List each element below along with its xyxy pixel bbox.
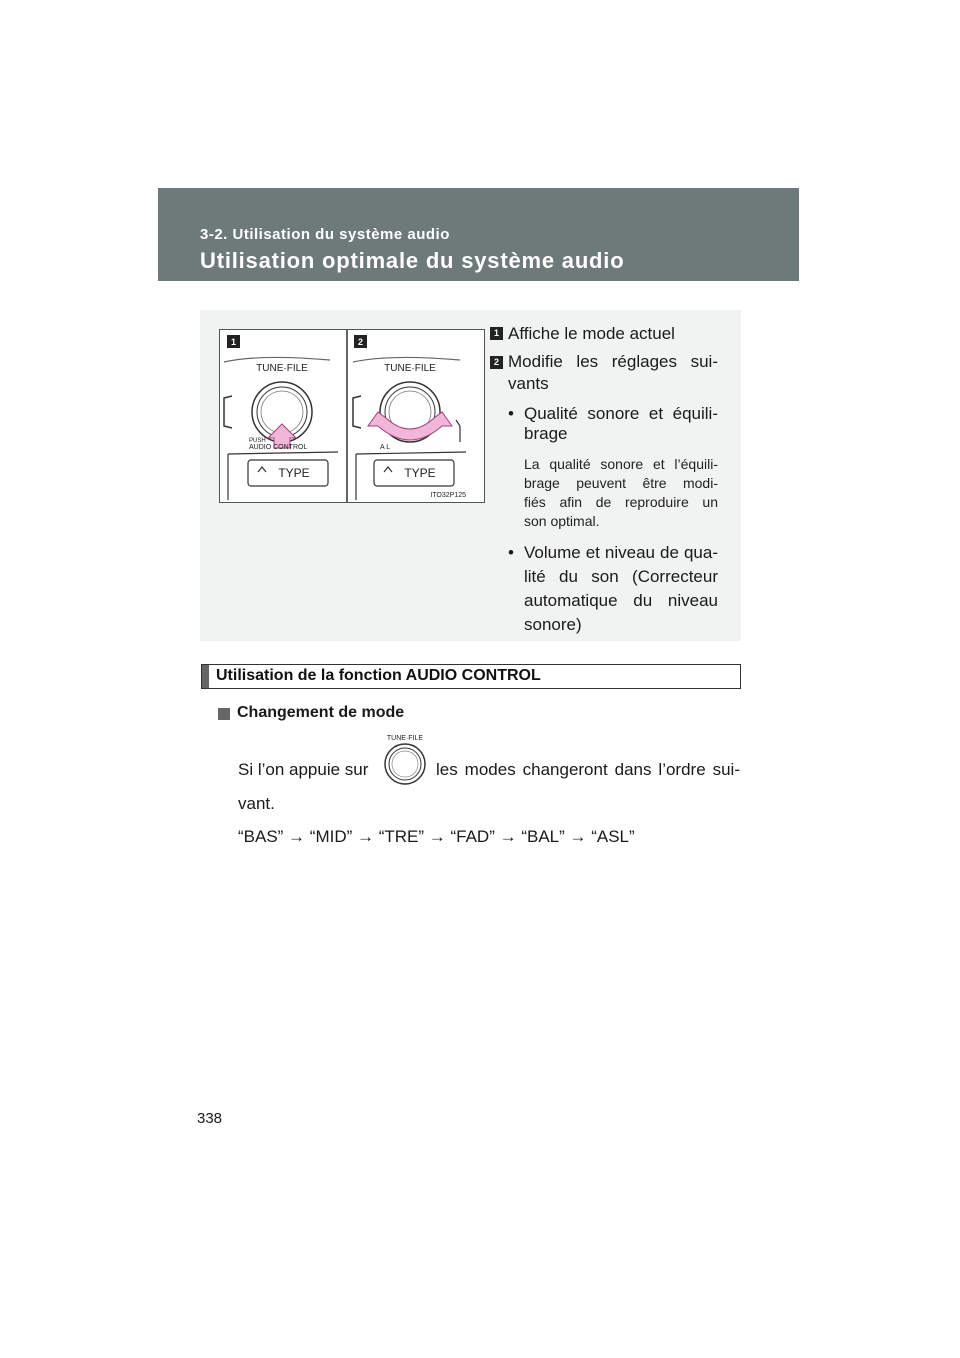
inline-knob-label: TUNE·FILE [386,735,424,742]
badge-2-text: 2 [357,337,364,347]
inline-knob-icon [380,731,430,787]
audio-control-label: AUDIO CONTROL [249,444,308,451]
note-line-4: son optimal. [524,513,600,529]
text-before-knob: Si l’on appuie sur [238,760,369,779]
text-line-2: vant. [238,794,275,813]
subsection-bar [202,665,209,688]
item-2-line-1: Modifie les réglages sui- [508,352,718,371]
item-2-badge: 2 [490,356,503,369]
bullet-1-mark: • [508,404,514,423]
item-1-text: Affiche le mode actuel [508,324,675,343]
subsection-header [201,664,741,689]
control-illustration [219,329,485,503]
section-header [158,188,799,281]
bullet-2-mark: • [508,543,514,562]
audio-control-label-2: A L [380,444,391,451]
mode-change-heading: Changement de mode [237,704,405,721]
note-line-2: brage peuvent être modi- [524,475,718,491]
page-number: 338 [197,1110,223,1127]
bullet-1-line-2: brage [524,424,568,443]
mode-sequence: “BAS” → “MID” → “TRE” → “FAD” → “BAL” → “ASL” [238,827,635,846]
item-2-line-2: vants [508,374,549,393]
bullet-2-line-2: lité du son (Correcteur [524,567,718,586]
item-1-badge: 1 [490,327,503,340]
heading-square-icon [218,708,230,720]
info-box [200,310,741,641]
bullet-2-line-4: sonore) [524,615,582,634]
bullet-2-line-3: automatique du niveau [524,591,718,610]
page-title: Utilisation optimale du système audio [200,248,625,273]
bullet-2-line-1: Volume et niveau de qua- [524,543,718,562]
bullet-1-line-1: Qualité sonore et équili- [524,404,718,423]
section-number: 3-2. Utilisation du système audio [200,226,450,243]
knob-label-2: TUNE·FILE [384,363,436,374]
type-label-2: TYPE [404,466,436,480]
knob-diagram [220,330,484,502]
text-after-knob: les modes changeront dans l’ordre sui- [436,760,740,779]
badge-1-text: 1 [230,337,237,347]
type-label-1: TYPE [278,466,310,480]
subsection-title: Utilisation de la fonction AUDIO CONTROL [216,667,541,684]
note-line-3: fiés afin de reproduire un [524,494,718,510]
note-line-1: La qualité sonore et l’équili- [524,456,718,472]
push-label: PUSH [249,438,266,444]
figure-code: ITO32P125 [430,492,466,499]
knob-label-1: TUNE·FILE [256,363,308,374]
